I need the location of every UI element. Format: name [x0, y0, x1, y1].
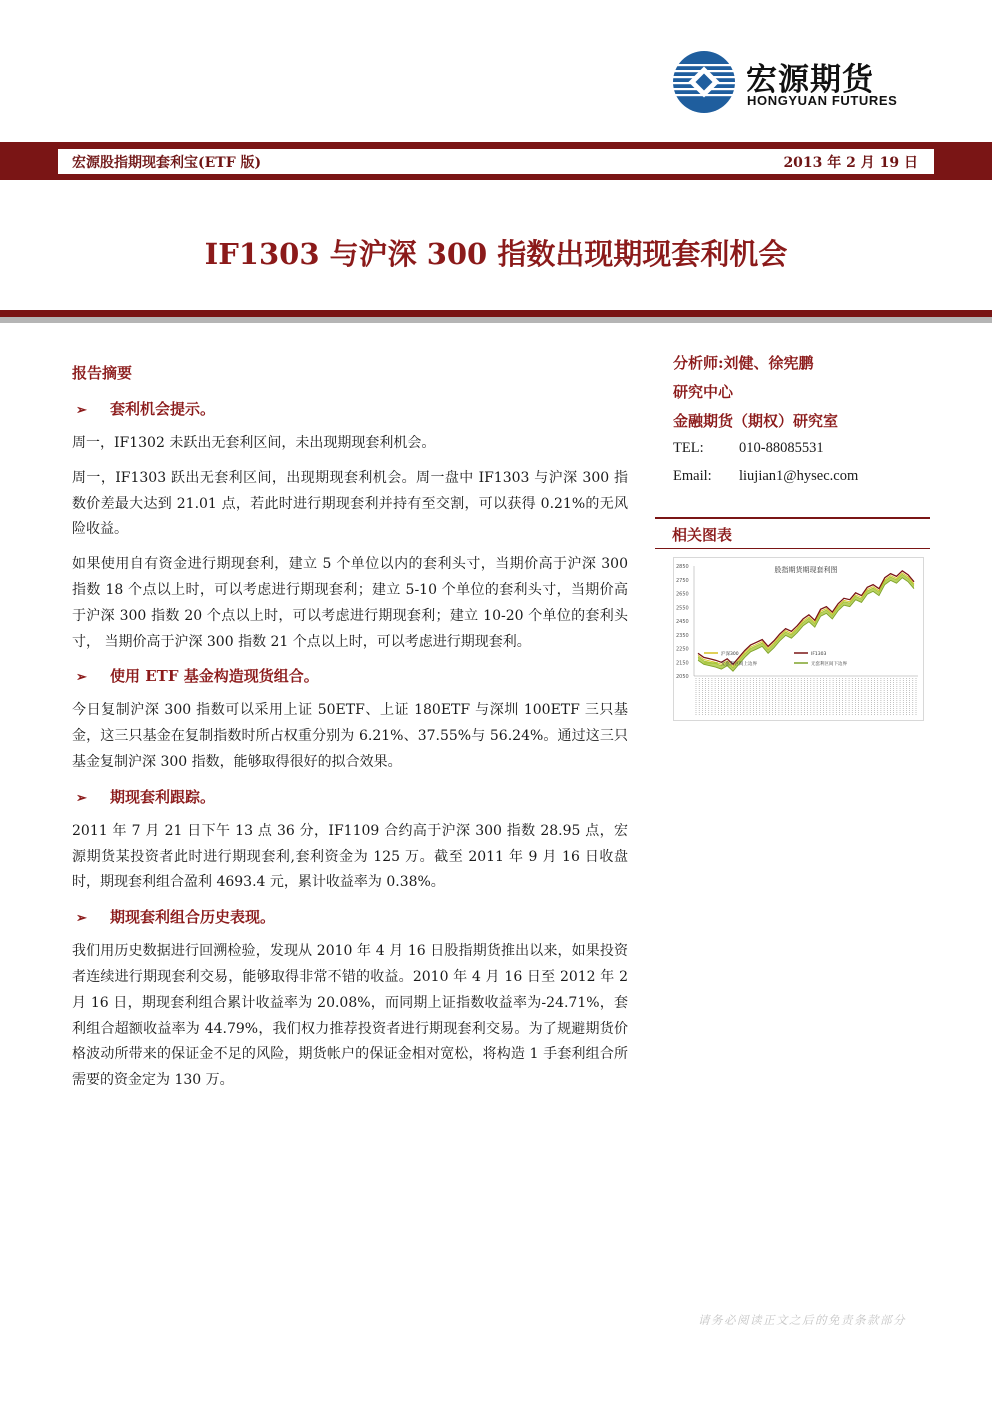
y-tick-label: 2050 [676, 674, 689, 680]
bullet-arrow-icon: ➢ [76, 790, 87, 806]
arbitrage-chart-svg [674, 558, 923, 720]
related-bottom-rule [655, 548, 930, 549]
legend-label: 无套利区间上边界 [721, 662, 757, 667]
related-charts-heading: 相关图表 [672, 526, 733, 544]
company-logo [672, 50, 912, 114]
tel-label: TEL: [673, 440, 704, 456]
summary-heading: 报告摘要 [72, 364, 133, 382]
disclaimer-note: 请务必阅读正文之后的免责条款部分 [698, 1313, 906, 1327]
paragraph: 2011 年 7 月 21 日下午 13 点 36 分，IF1109 合约高于沪深 300 指数 28.95 点，宏源期货某投资者此时进行期现套利,套利资金为 125 万。截至 2011 年 9 月 16 日收盘时，期现套利组合盈利 4693.4 元，累计收益率为 0.38%。 [72, 822, 628, 891]
y-tick-label: 2250 [676, 646, 689, 653]
series-line [698, 571, 914, 665]
contact-email [673, 468, 859, 485]
title-divider [0, 310, 992, 317]
logo-name-cn: 宏源期货 [746, 62, 874, 98]
analyst-office: 金融期货（期权）研究室 [673, 412, 839, 430]
tel-value: 010-88085531 [739, 440, 824, 456]
chart-title: 股指期货期现套利图 [774, 566, 838, 574]
paragraph: 周一，IF1302 未跃出无套利区间，未出现期现套利机会。 [72, 435, 436, 451]
arbitrage-chart [673, 557, 924, 721]
legend-label: 无套利区间下边界 [811, 662, 847, 667]
title-divider-shadow [0, 317, 992, 323]
contact-tel [673, 440, 824, 457]
report-title: IF1303 与沪深 300 指数出现期现套利机会 [204, 237, 788, 271]
y-tick-label: 2750 [676, 577, 689, 584]
related-top-rule [655, 517, 930, 519]
legend-label: IF1303 [811, 652, 827, 657]
report-series-name: 宏源股指期现套利宝(ETF 版) [72, 155, 262, 171]
paragraph: 如果使用自有资金进行期现套利，建立 5 个单位以内的套利头寸，当期价高于沪深 300 指数 18 个点以上时，可以考虑进行期现套利；建立 5-10 个单位的套利头寸，当期价高于沪深 300 指数 20 个点以上时，可以考虑进行期现套利；建立 10-20 个单位的套利头寸， 当期价高于沪深 300 指数 21 个点以上时，可以考虑进行期现套利。 [72, 556, 628, 650]
analyst-dept: 研究中心 [673, 383, 734, 401]
y-tick-label: 2550 [676, 605, 689, 612]
section-heading: ➢ 期现套利跟踪。 [72, 786, 628, 807]
y-tick-label: 2150 [676, 660, 689, 667]
y-tick-label: 2650 [676, 591, 689, 598]
series-line [698, 578, 914, 672]
paragraph: 我们用历史数据进行回溯检验，发现从 2010 年 4 月 16 日股指期货推出以来，如果投资者连续进行期现套利交易，能够取得非常不错的收益。2010 年 4 月 16 日至 2012 年 2 月 16 日，期现套利组合累计收益率为 20.08%，而同期上证指数收益率为-24.71%，套利组合超额收益率为 44.79%，我们权力推荐投资者进行期现套利交易。为了规避期货价格波动所带来的保证金不足的风险，期货帐户的保证金相对宽松，将构造 1 手套利组合所需要的资金定为 130 万。 [72, 943, 628, 1089]
paragraph: 周一，IF1303 跃出无套利区间，出现期现套利机会。周一盘中 IF1303 与沪深 300 指数价差最大达到 21.01 点，若此时进行期现套利并持有至交割，可以获得 0.21%的无风险收益。 [72, 469, 628, 538]
section-heading: ➢ 使用 ETF 基金构造现货组合。 [72, 665, 628, 686]
paragraph: 今日复制沪深 300 指数可以采用上证 50ETF、上证 180ETF 与深圳 100ETF 三只基金，这三只基金在复制指数时所占权重分别为 6.21%、37.55%与 56.24%。通过这三只基金复制沪深 300 指数，能够取得很好的拟合效果。 [72, 702, 628, 770]
section-heading: ➢ 期现套利组合历史表现。 [72, 906, 628, 927]
email-value[interactable]: liujian1@hysec.com [739, 468, 859, 484]
logo-name-en: HONGYUAN FUTURES [747, 93, 898, 108]
summary-column [72, 362, 628, 1103]
email-label: Email: [673, 468, 712, 484]
bullet-arrow-icon: ➢ [76, 911, 87, 927]
y-tick-label: 2850 [676, 564, 689, 570]
analyst-names: 分析师:刘健、徐宪鹏 [673, 354, 814, 372]
report-date: 2013 年 2 月 19 日 [783, 155, 918, 171]
section-heading: ➢ 套利机会提示。 [72, 398, 628, 419]
legend-label: 沪深300 [721, 652, 739, 657]
y-tick-label: 2350 [676, 632, 689, 639]
bullet-arrow-icon: ➢ [76, 670, 87, 686]
hongyuan-logo-icon [672, 50, 736, 114]
y-tick-label: 2450 [676, 619, 689, 625]
bullet-arrow-icon: ➢ [76, 403, 87, 418]
